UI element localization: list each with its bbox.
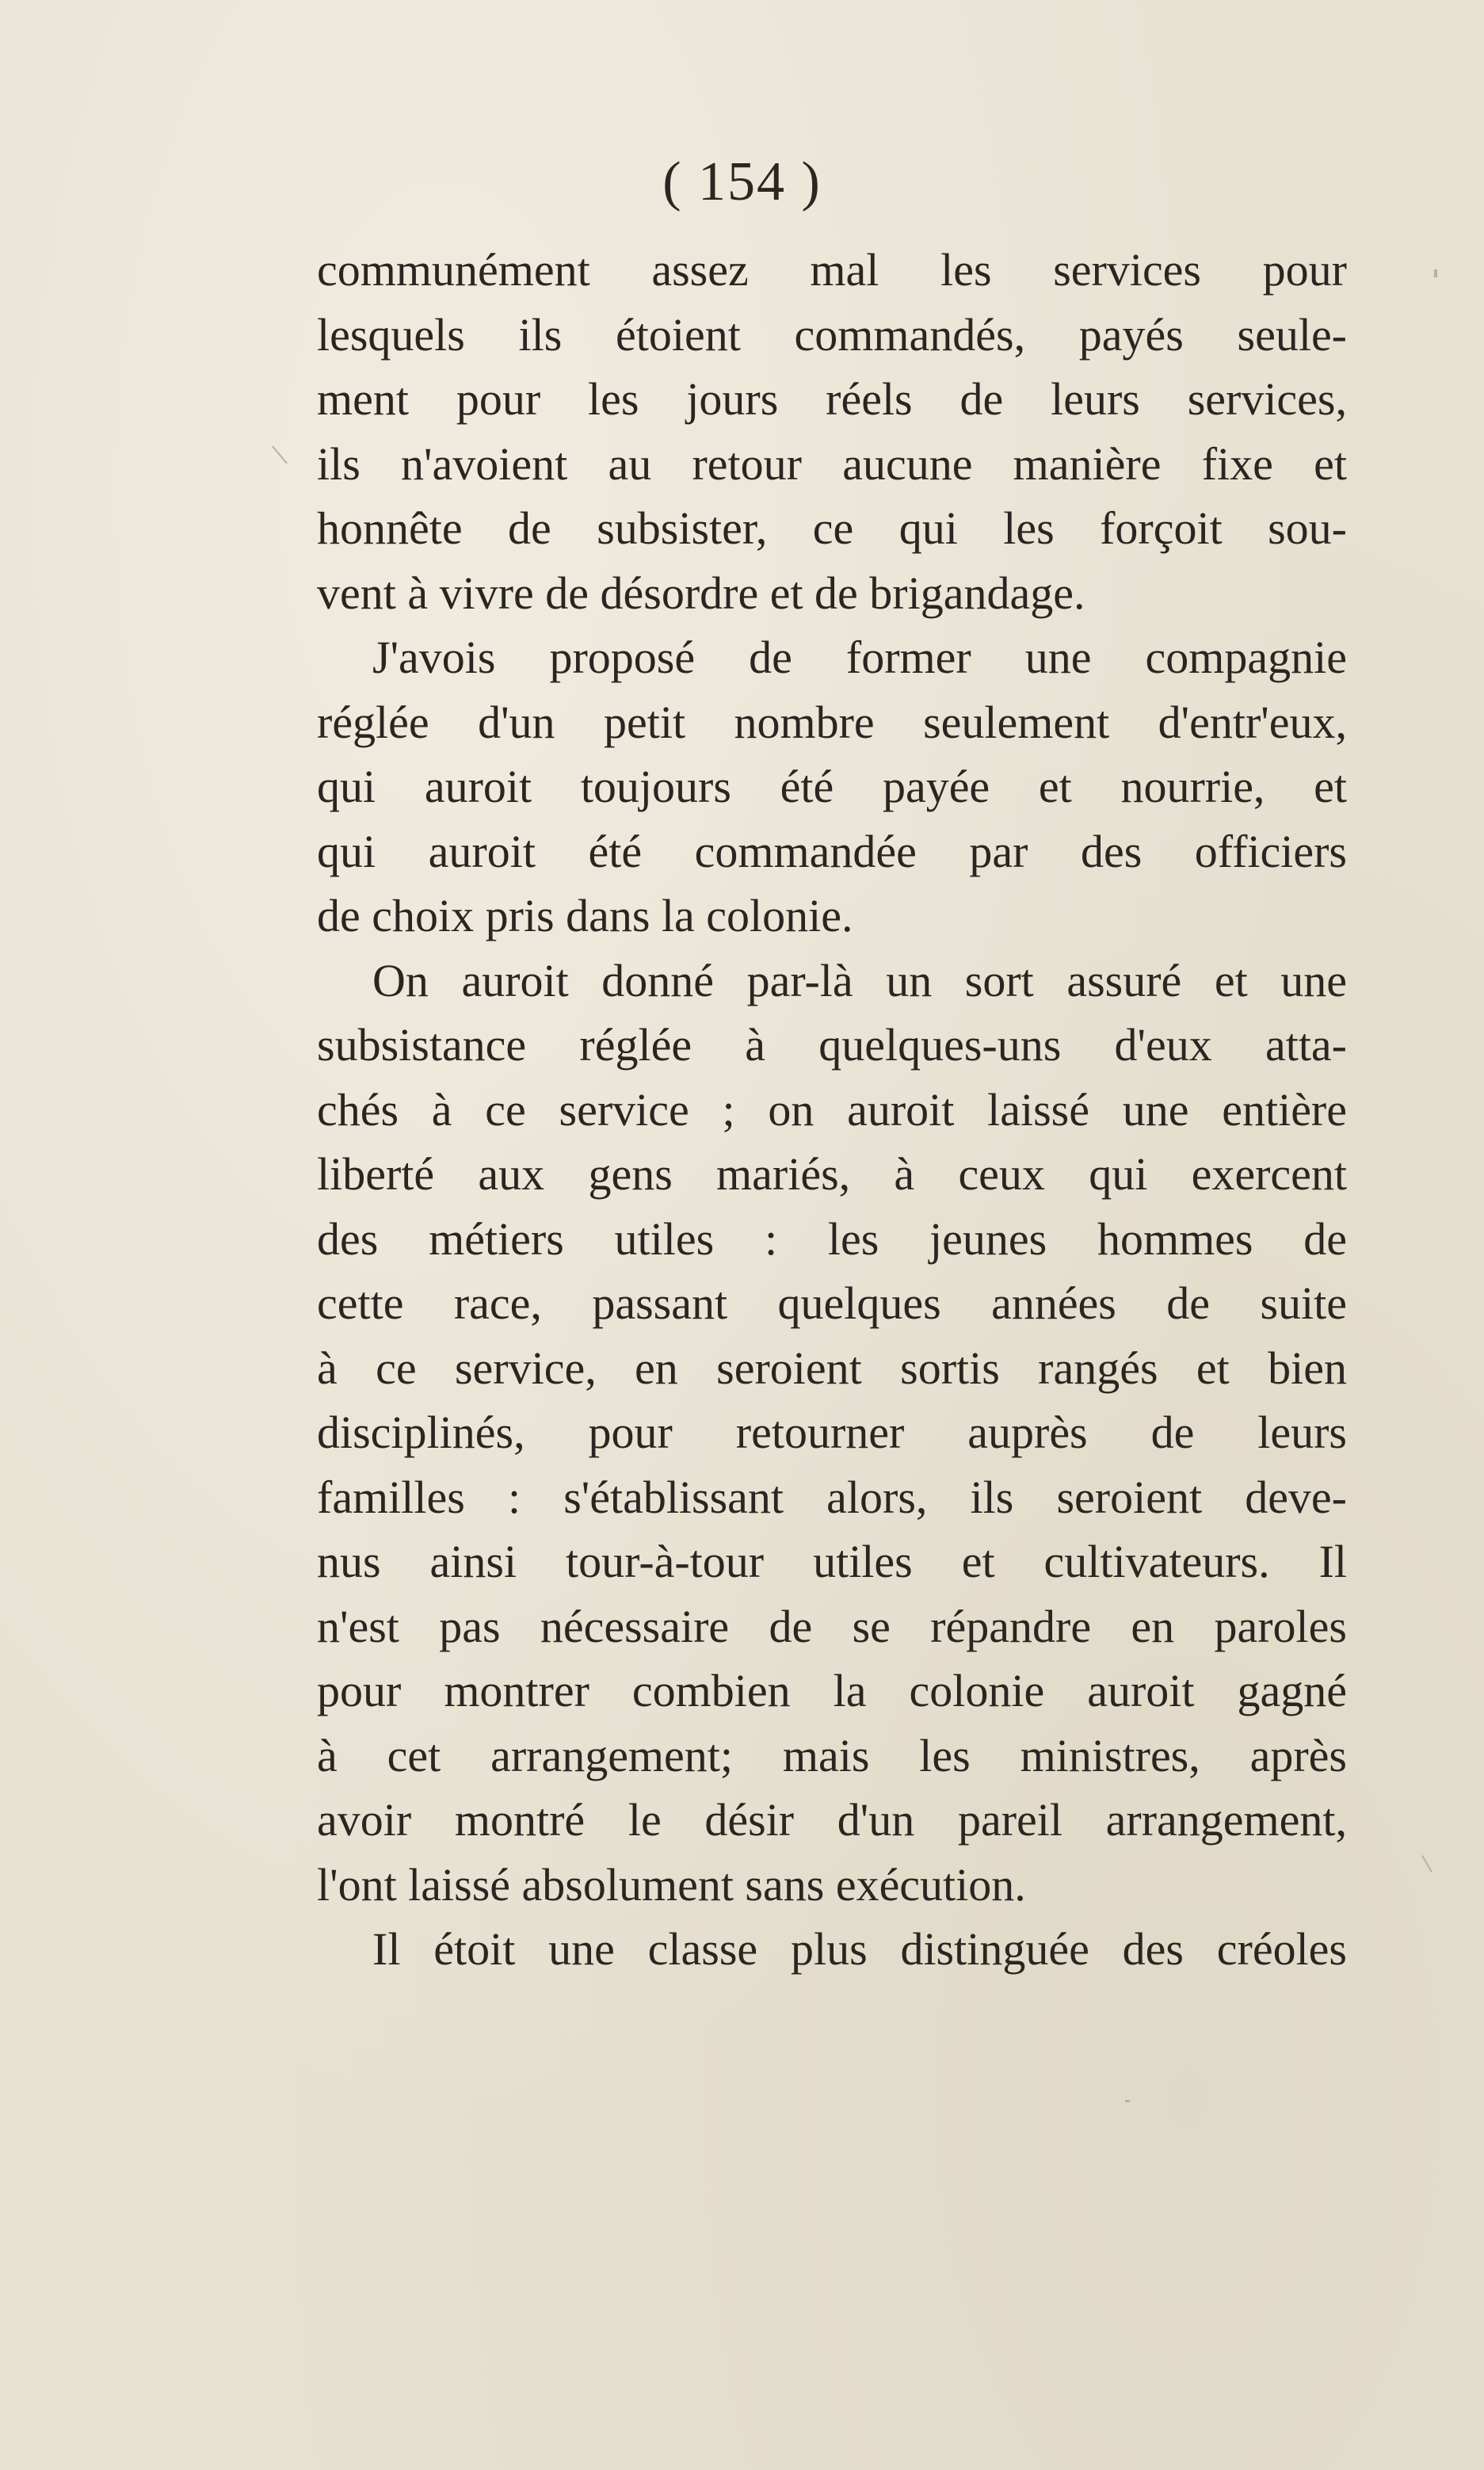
text-line: avoir montré le désir d'un pareil arrangement,: [317, 1794, 1347, 1846]
text-line: familles : s'établissant alors, ils seroient deve-: [317, 1471, 1347, 1523]
paper-mark: [1125, 2100, 1130, 2102]
text-line: de choix pris dans la colonie.: [317, 890, 853, 941]
page-number: ( 154 ): [662, 151, 822, 212]
paper-mark: [272, 446, 288, 464]
text-line: Il étoit une classe plus distinguée des créoles: [372, 1923, 1347, 1975]
text-line: qui auroit toujours été payée et nourrie, et: [317, 761, 1347, 812]
text-line: à cet arrangement; mais les ministres, après: [317, 1729, 1347, 1781]
body-text: [317, 238, 1347, 1982]
text-line: n'est pas nécessaire de se répandre en paroles: [317, 1600, 1347, 1652]
text-line: subsistance réglée à quelques-uns d'eux atta-: [317, 1019, 1347, 1071]
paper-mark: [1421, 1855, 1432, 1873]
text-line: lesquels ils étoient commandés, payés seule-: [317, 308, 1347, 361]
text-line: liberté aux gens mariés, à ceux qui exercent: [317, 1148, 1347, 1200]
text-line: réglée d'un petit nombre seulement d'entr'eux,: [317, 696, 1347, 748]
paper-mark: [1434, 269, 1437, 277]
text-line: ment pour les jours réels de leurs services,: [317, 373, 1347, 425]
text-line: nus ainsi tour-à-tour utiles et cultivateurs. Il: [317, 1536, 1347, 1587]
text-line: pour montrer combien la colonie auroit gagné: [317, 1665, 1347, 1716]
text-line: l'ont laissé absolument sans exécution.: [317, 1858, 1026, 1911]
text-line: On auroit donné par-là un sort assuré et une: [372, 954, 1347, 1006]
text-line: disciplinés, pour retourner auprès de leurs: [317, 1407, 1347, 1458]
text-line: communément assez mal les services pour: [317, 244, 1347, 296]
text-line: honnête de subsister, ce qui les forçoit sou-: [317, 502, 1347, 554]
text-line: des métiers utiles : les jeunes hommes de: [317, 1212, 1347, 1265]
text-line: vent à vivre de désordre et de brigandage.: [317, 567, 1085, 619]
text-line: cette race, passant quelques années de suite: [317, 1277, 1347, 1329]
text-line: qui auroit été commandée par des officiers: [317, 825, 1347, 877]
text-line: J'avois proposé de former une compagnie: [372, 632, 1347, 683]
text-line: ils n'avoient au retour aucune manière fixe et: [317, 437, 1347, 490]
text-line: chés à ce service ; on auroit laissé une entière: [317, 1083, 1347, 1136]
text-line: à ce service, en seroient sortis rangés et bien: [317, 1342, 1347, 1394]
